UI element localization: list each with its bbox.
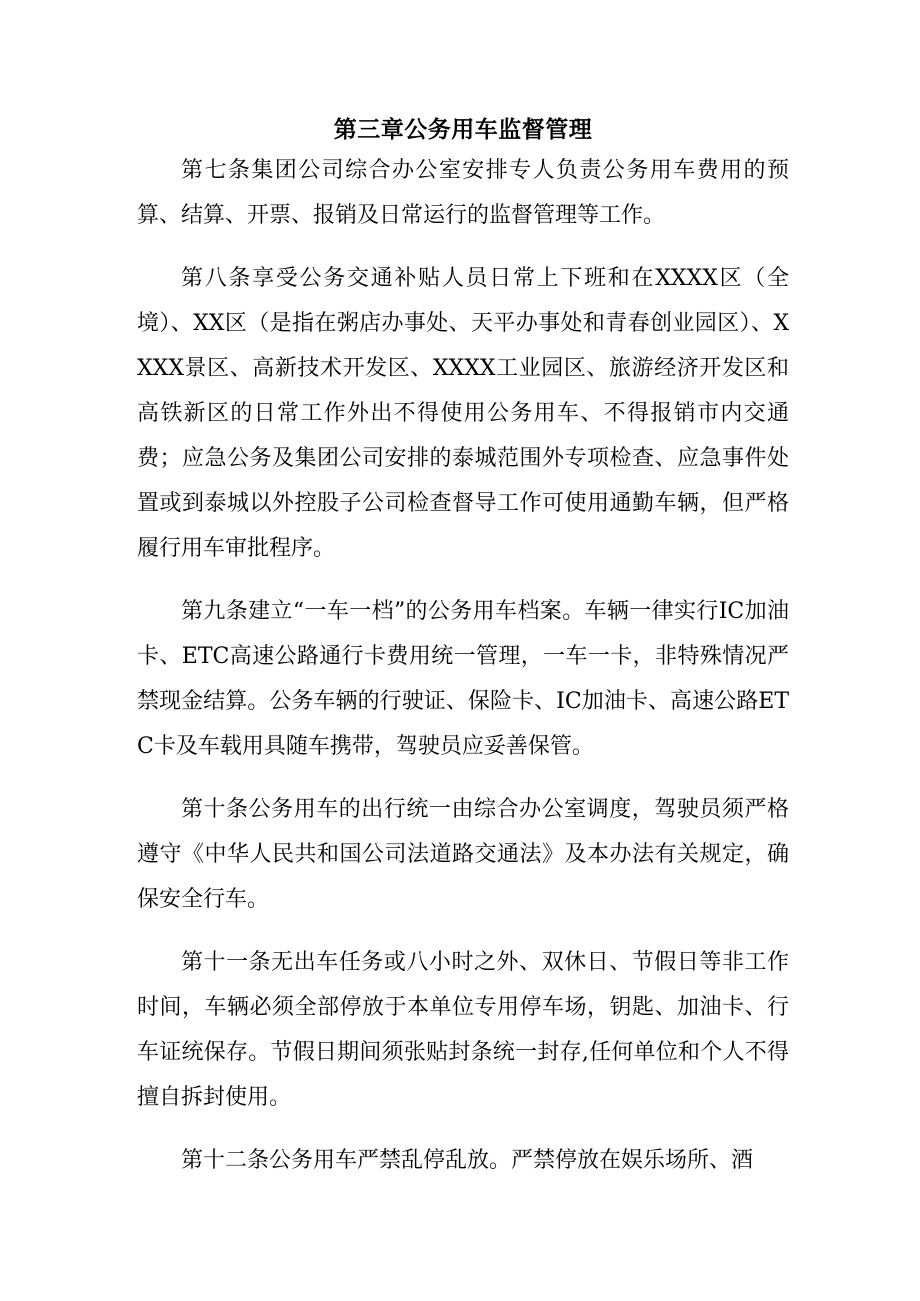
article-9: 第九条建立“一车一档”的公务用车档案。车辆一律实行IC加油卡、ETC高速公路通行卡费用统一管理，一车一卡，非特殊情况严禁现金结算。公务车辆的行驶证、保险卡、IC加油卡、高速公路ETC卡及车载用具随车携带，驾驶员应妥善保管。 <box>137 599 789 759</box>
article-12: 第十二条公务用车严禁乱停乱放。严禁停放在娱乐场所、酒 <box>181 1148 754 1173</box>
chapter-title: 第三章公务用车监督管理 <box>333 117 593 143</box>
article-7: 第七条集团公司综合办公室安排专人负责公务用车费用的预算、结算、开票、报销及日常运行的监督管理等工作。 <box>137 158 789 228</box>
article-8: 第八条享受公务交通补贴人员日常上下班和在XXXX区（全境）、XX区（是指在粥店办事处、天平办事处和青春创业园区）、XXXX景区、高新技术开发区、XXXX工业园区、旅游经济开发区和高铁新区的日常工作外出不得使用公务用车、不得报销市内交通费；应急公务及集团公司安排的泰城范围外专项检查、应急事件处置或到泰城以外控股子公司检查督导工作可使用通勤车辆，但严格履行用车审批程序。 <box>137 266 789 561</box>
document-page <box>137 113 789 1183</box>
article-11: 第十一条无出车任务或八小时之外、双休日、节假日等非工作时间，车辆必须全部停放于本单位专用停车场，钥匙、加油卡、行车证统保存。节假日期间须张贴封条统一封存,任何单位和个人不得擅自拆封使用。 <box>137 950 789 1110</box>
article-10: 第十条公务用车的出行统一由综合办公室调度，驾驶员须严格遵守《中华人民共和国公司法道路交通法》及本办法有关规定，确保安全行车。 <box>137 797 789 912</box>
